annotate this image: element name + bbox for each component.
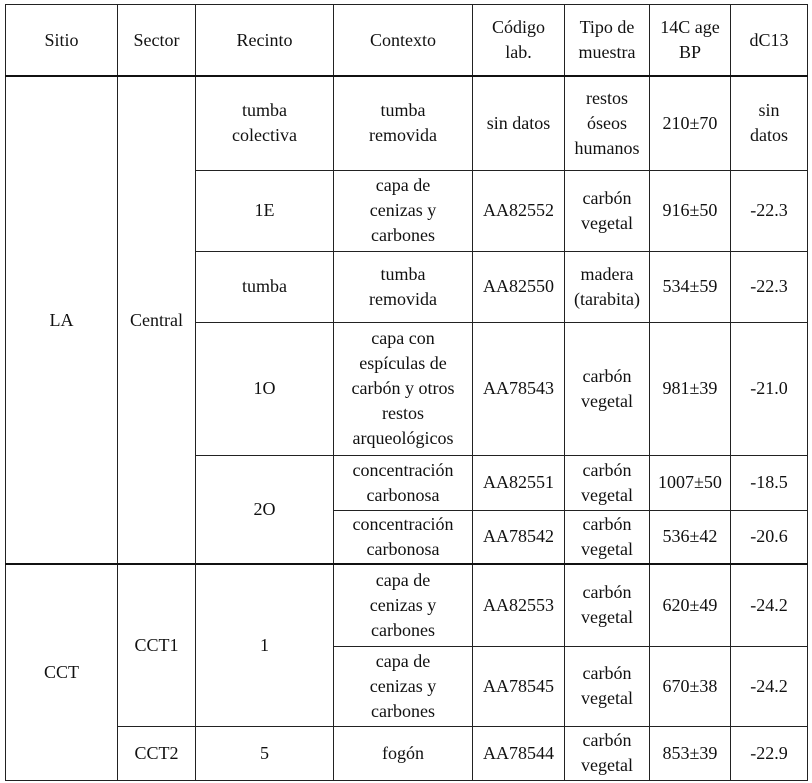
contexto-cell	[334, 455, 473, 510]
contexto-cell	[334, 170, 473, 251]
cell-line: carbonosa	[366, 538, 440, 559]
cell-line: concentración	[352, 513, 454, 534]
age-cell: 853±39	[650, 726, 731, 780]
cell-line: carbón	[582, 513, 632, 534]
cell-line: sin	[758, 100, 780, 121]
contexto-cell	[334, 322, 473, 455]
cell-line: madera	[580, 263, 634, 284]
radiocarbon-table	[5, 4, 808, 781]
dc13-cell: -24.2	[731, 646, 808, 726]
age-cell: 210±70	[650, 76, 731, 170]
cell-line: Código	[491, 17, 545, 37]
table-row	[6, 76, 808, 170]
cell-line: carbón	[582, 730, 632, 750]
age-cell: 1007±50	[650, 455, 731, 510]
contexto-cell	[334, 564, 473, 646]
recinto-cell: tumba	[196, 251, 334, 322]
tipo-cell	[565, 170, 650, 251]
cell-line: tumba	[380, 100, 426, 121]
header-contexto	[334, 5, 473, 77]
dc13-cell: -21.0	[731, 322, 808, 455]
cell-line: carbón	[582, 365, 632, 386]
cell-line: lab.	[505, 42, 532, 62]
cell-line: vegetal	[581, 484, 633, 505]
tipo-cell	[565, 646, 650, 726]
cell-line: Contexto	[370, 29, 436, 50]
tipo-cell	[565, 510, 650, 564]
cell-line: removida	[369, 288, 437, 309]
contexto-cell	[334, 510, 473, 564]
recinto-cell: 5	[196, 726, 334, 780]
recinto-cell	[196, 76, 334, 170]
dc13-cell: -22.9	[731, 726, 808, 780]
tipo-cell	[565, 564, 650, 646]
recinto-cell: 1E	[196, 170, 334, 251]
cell-line: 14C age	[660, 17, 720, 37]
cell-line: tumba	[242, 100, 287, 121]
header-tipo	[565, 5, 650, 77]
cell-line: muestra	[578, 42, 636, 62]
age-cell: 534±59	[650, 251, 731, 322]
tipo-cell	[565, 455, 650, 510]
header-row	[6, 5, 808, 77]
sitio-cell: LA	[6, 76, 118, 564]
cell-line: restos	[382, 403, 424, 423]
contexto-cell: fogón	[334, 726, 473, 780]
cell-line: carbones	[371, 225, 435, 245]
header-codigo	[473, 5, 565, 77]
cell-line: colectiva	[232, 125, 297, 146]
contexto-cell	[334, 251, 473, 322]
dc13-cell: -20.6	[731, 510, 808, 564]
header-recinto	[196, 5, 334, 77]
tipo-cell	[565, 726, 650, 780]
dc13-cell	[731, 76, 808, 170]
cell-line: espículas de	[359, 353, 447, 373]
tipo-cell	[565, 322, 650, 455]
cell-line: vegetal	[581, 390, 633, 411]
cell-line: vegetal	[581, 688, 633, 708]
cell-line: capa de	[375, 569, 431, 590]
cell-line: vegetal	[581, 538, 633, 559]
cell-line: tumba	[380, 263, 426, 284]
codigo-cell: AA78545	[473, 646, 565, 726]
sector-cell: Central	[118, 76, 196, 564]
cell-line: (tarabita)	[574, 288, 640, 309]
recinto-cell: 2O	[196, 455, 334, 564]
header-dc13	[731, 5, 808, 77]
cell-line: arqueológicos	[352, 428, 454, 448]
dc13-cell: -22.3	[731, 170, 808, 251]
header-age	[650, 5, 731, 77]
sector-cell: CCT1	[118, 564, 196, 726]
cell-line: Sitio	[44, 29, 79, 50]
dc13-cell: -24.2	[731, 564, 808, 646]
cell-line: capa de	[375, 650, 431, 671]
cell-line: Tipo de	[579, 17, 635, 37]
codigo-cell: AA78542	[473, 510, 565, 564]
age-cell: 981±39	[650, 322, 731, 455]
cell-line: carbón	[582, 187, 632, 208]
codigo-cell: sin datos	[473, 76, 565, 170]
cell-line: restos	[586, 87, 628, 108]
recinto-cell: 1	[196, 564, 334, 726]
header-sitio	[6, 5, 118, 77]
cell-line: BP	[678, 42, 702, 62]
cell-line: cenizas y	[369, 675, 437, 696]
contexto-cell	[334, 76, 473, 170]
recinto-cell: 1O	[196, 322, 334, 455]
cell-line: cenizas y	[369, 200, 437, 220]
cell-line: humanos	[574, 137, 640, 158]
cell-line: vegetal	[581, 607, 633, 628]
cell-line: cenizas y	[369, 594, 437, 615]
sitio-cell: CCT	[6, 564, 118, 780]
codigo-cell: AA82551	[473, 455, 565, 510]
age-cell: 916±50	[650, 170, 731, 251]
cell-line: datos	[750, 125, 788, 146]
codigo-cell: AA82552	[473, 170, 565, 251]
cell-line: Sector	[133, 29, 180, 50]
dc13-cell: -18.5	[731, 455, 808, 510]
codigo-cell: AA82550	[473, 251, 565, 322]
cell-line: carbones	[371, 619, 435, 640]
dc13-cell: -22.3	[731, 251, 808, 322]
cell-line: carbón y otros	[351, 378, 455, 398]
table-row	[6, 564, 808, 646]
cell-line: Recinto	[236, 29, 293, 50]
cell-line: carbonosa	[366, 484, 440, 505]
cell-line: removida	[369, 125, 437, 146]
cell-line: capa con	[371, 328, 435, 348]
codigo-cell: AA78543	[473, 322, 565, 455]
codigo-cell: AA78544	[473, 726, 565, 780]
header-sector	[118, 5, 196, 77]
cell-line: concentración	[352, 459, 454, 480]
cell-line: carbón	[582, 663, 632, 683]
contexto-cell	[334, 646, 473, 726]
cell-line: vegetal	[581, 755, 633, 775]
codigo-cell: AA82553	[473, 564, 565, 646]
tipo-cell	[565, 251, 650, 322]
sector-cell: CCT2	[118, 726, 196, 780]
cell-line: carbones	[371, 700, 435, 721]
age-cell: 620±49	[650, 564, 731, 646]
age-cell: 536±42	[650, 510, 731, 564]
cell-line: óseos	[587, 112, 627, 133]
cell-line: carbón	[582, 582, 632, 603]
cell-line: carbón	[582, 459, 632, 480]
cell-line: capa de	[375, 175, 431, 195]
table-row	[6, 726, 808, 780]
tipo-cell	[565, 76, 650, 170]
age-cell: 670±38	[650, 646, 731, 726]
cell-line: dC13	[749, 29, 789, 50]
cell-line: vegetal	[581, 212, 633, 233]
